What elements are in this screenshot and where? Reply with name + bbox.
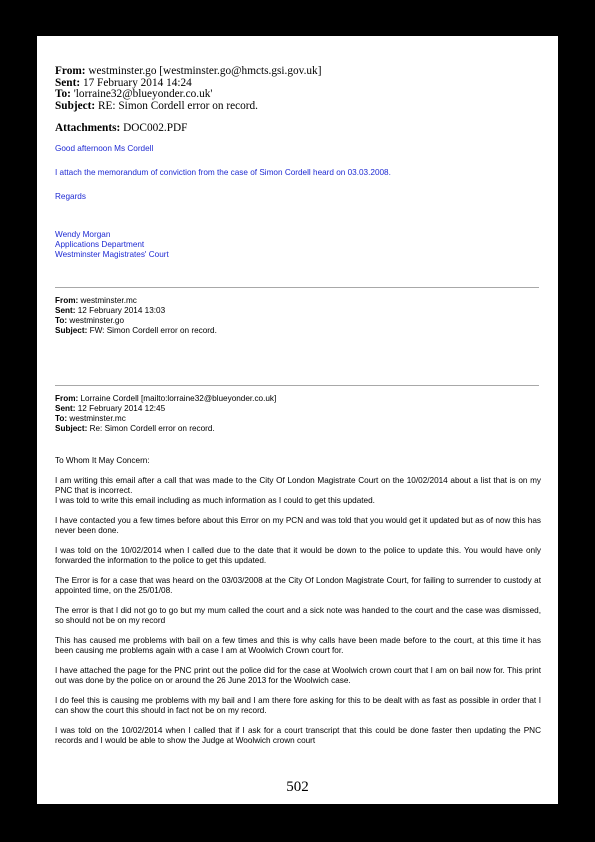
email3-body	[55, 456, 541, 756]
email3-paragraph: I was told on the 10/02/2014 when I called that if I ask for a court transcript that this could be done faster then updating the PNC records and I would be able to show the Judge at Woolwich crown court	[55, 726, 541, 745]
separator-rule	[55, 385, 539, 386]
email3-paragraph: I have attached the page for the PNC print out the police did for the case at Woolwich crown court that I am on bail now for. This print out was done by the police on or around the 26 June 2013 for the Woolwich case.	[55, 666, 541, 685]
email1-to: To: 'lorraine32@blueyonder.co.uk'	[55, 88, 213, 101]
email3-paragraph: The error is that I did not go to go but my mum called the court and a sick note was handed to the court and the case was dismissed, so should not be on my record	[55, 606, 541, 625]
email3-paragraph: I am writing this email after a call that was made to the City Of London Magistrate Court on the 10/02/2014 about a list that is on my PNC that is incorrect.	[55, 476, 541, 495]
email1-attachments: Attachments: DOC002.PDF	[55, 122, 188, 135]
separator-rule	[55, 287, 539, 288]
email1-sig-dept: Applications Department	[55, 240, 145, 249]
email3-paragraph: The Error is for a case that was heard on the 03/03/2008 at the City Of London Magistrate Court, for failing to surrender to custody at appointed time, on the 25/01/08.	[55, 576, 541, 595]
email2-from: From: westminster.mc	[55, 296, 137, 305]
email1-header	[55, 66, 545, 135]
email1-from: From: westminster.go [westminster.go@hmcts.gsi.gov.uk]	[55, 65, 322, 77]
email3-paragraph: I was told on the 10/02/2014 when I called due to the date that it would be down to the police to update this. You would have only forwarded the information to the police to get this updated.	[55, 546, 541, 565]
email1-body	[55, 144, 545, 260]
page-number: 502	[286, 779, 309, 795]
email3-to: To: westminster.mc	[55, 414, 126, 423]
email1-subject: Subject: RE: Simon Cordell error on record.	[55, 99, 259, 112]
email1-line1: I attach the memorandum of conviction from the case of Simon Cordell heard on 03.03.2008.	[55, 168, 391, 177]
email3-subject: Subject: Re: Simon Cordell error on record.	[55, 424, 215, 433]
email1-sig-name: Wendy Morgan	[55, 230, 111, 239]
email3-paragraph: I do feel this is causing me problems with my bail and I am there fore asking for this to be dealt with as fast as possible in order that I can show the court this should in fact not be on my record.	[55, 696, 541, 715]
email1-sig-court: Westminster Magistrates' Court	[55, 250, 169, 259]
email2-to: To: westminster.go	[55, 316, 125, 325]
email3-paragraph: This has caused me problems with bail on a few times and this is why calls have been made before to the court, at this time it has been causing me problems again with a case I am at Woolwich Crown court for.	[55, 636, 541, 655]
email1-greeting: Good afternoon Ms Cordell	[55, 144, 154, 153]
email2-header	[55, 296, 545, 336]
email1-sent: Sent: 17 February 2014 14:24	[55, 76, 192, 89]
email3-sent: Sent: 12 February 2014 12:45	[55, 404, 166, 413]
email3-from: From: Lorraine Cordell [mailto:lorraine32@blueyonder.co.uk]	[55, 394, 277, 403]
email2-sent: Sent: 12 February 2014 13:03	[55, 306, 166, 315]
email2-subject: Subject: FW: Simon Cordell error on record.	[55, 326, 217, 335]
email3-salutation: To Whom It May Concern:	[55, 456, 150, 465]
email3-paragraph: I was told to write this email including as much information as I could to get this updated.	[55, 496, 375, 505]
document-page	[37, 36, 558, 804]
email1-regards: Regards	[55, 192, 86, 201]
email3-paragraph: I have contacted you a few times before about this Error on my PCN and was told that you would get it updated but as of now this has never been done.	[55, 516, 541, 535]
email3-header	[55, 394, 545, 434]
